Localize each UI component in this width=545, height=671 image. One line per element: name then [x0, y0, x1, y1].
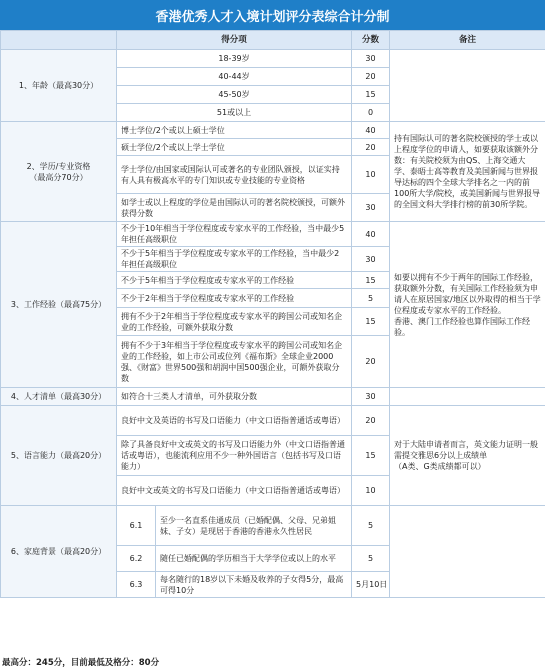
row-score: 20 [352, 139, 390, 156]
note-family [390, 506, 545, 598]
row-score: 40 [352, 122, 390, 139]
section-work: 3、工作经验（最高75分） [1, 222, 117, 388]
row-item: 拥有不少于3年相当于学位程度或专家水平的跨国公司或知名企业的工作经验，如上市公司或位列《福布斯》全球企业2000强、《财富》世界500强和胡润中国500强企业，可额外获取分数 [117, 336, 352, 388]
row-item: 不少于10年相当于学位程度或专家水平的工作经验，当中最少5年担任高级职位 [117, 222, 352, 247]
row-code: 6.1 [117, 506, 156, 546]
row-item: 良好中文或英文的书写及口语能力（中文口语指普通话或粤语） [117, 476, 352, 506]
page-title: 香港优秀人才入境计划评分表综合计分制 [0, 0, 545, 30]
header-score: 分数 [352, 31, 390, 50]
row-item: 40-44岁 [117, 68, 352, 86]
section-edu: 2、学历/专业资格 （最高分70分） [1, 122, 117, 222]
table-row [1, 122, 545, 139]
row-item: 拥有不少于2年相当于学位程度或专家水平的跨国公司或知名企业的工作经验，可额外获取分数 [117, 308, 352, 336]
row-score: 30 [352, 50, 390, 68]
row-item: 每名随行的18岁以下未婚及收养的子女得5分，最高可得10分 [156, 572, 352, 598]
row-item: 51或以上 [117, 104, 352, 122]
table-header-row [1, 31, 545, 50]
note-lang: 对于大陆申请者而言，英文能力证明一般需提交雅思6分以上成绩单 （A类、G类成绩都可以） [390, 406, 545, 506]
row-item: 不少于5年相当于学位程度或专家水平的工作经验 [117, 272, 352, 289]
header-item: 得分项 [117, 31, 352, 50]
row-score: 5月10日 [352, 572, 390, 598]
note-age [390, 50, 545, 122]
row-score: 20 [352, 68, 390, 86]
row-score: 10 [352, 156, 390, 194]
row-score: 15 [352, 86, 390, 104]
row-score: 30 [352, 194, 390, 222]
row-item: 学士学位/由国家或国际认可或著名的专业团队颁授，以证实持有人具有极高水平的专门知识或专业技能的专业资格 [117, 156, 352, 194]
row-score: 40 [352, 222, 390, 247]
table-row [1, 50, 545, 68]
row-item: 良好中文及英语的书写及口语能力（中文口语指普通话或粤语） [117, 406, 352, 436]
note-edu: 持有国际认可的著名院校颁授的学士或以上程度学位的申请人，如要获取该额外分数：有关院校须为由QS、上海交通大学、泰晤士高等教育及美国新闻与世界报导达标的四个全球大学排名之一内的前100所大学/院校，或美国新闻与世界报导的全国文科大学排行榜的前30所学院。 [390, 122, 545, 222]
row-score: 15 [352, 436, 390, 476]
row-item: 18-39岁 [117, 50, 352, 68]
section-lang: 5、语言能力（最高20分） [1, 406, 117, 506]
note-work: 如要以拥有不少于两年的国际工作经验，获取额外分数，有关国际工作经验须为申请人在原居国家/地区以外取得的相当于学位程度或专家水平的工作经验。 香港、澳门工作经验也算作国际工作经验。 [390, 222, 545, 388]
row-item: 随任已婚配偶的学历相当于大学学位或以上的水平 [156, 546, 352, 572]
row-item: 除了具备良好中文或英文的书写及口语能力外（中文口语指普通话或粤语），也能流利应用不少一种外国语言（包括书写及口语能力） [117, 436, 352, 476]
row-score: 15 [352, 308, 390, 336]
section-talent: 4、人才清单（最高30分） [1, 388, 117, 406]
row-item: 不少于2年相当于学位程度或专家水平的工作经验 [117, 289, 352, 308]
row-score: 15 [352, 272, 390, 289]
row-score: 5 [352, 546, 390, 572]
row-item: 硕士学位/2个或以上学士学位 [117, 139, 352, 156]
table-row [1, 222, 545, 247]
row-item: 至少一名直系佳通成员（已婚配偶、父母、兄弟姐妹、子女）是现居于香港的香港永久性居民 [156, 506, 352, 546]
row-score: 30 [352, 388, 390, 406]
row-score: 30 [352, 247, 390, 272]
footer-summary: 最高分：245分，目前最低及格分：80分 [2, 658, 160, 668]
row-score: 10 [352, 476, 390, 506]
header-blank [1, 31, 117, 50]
row-score: 0 [352, 104, 390, 122]
row-score: 5 [352, 506, 390, 546]
row-item: 博士学位/2个或以上硕士学位 [117, 122, 352, 139]
row-score: 20 [352, 406, 390, 436]
table-row [1, 406, 545, 436]
row-item: 45-50岁 [117, 86, 352, 104]
row-item: 如学士或以上程度的学位是由国际认可的著名院校颁授，可额外获得分数 [117, 194, 352, 222]
row-code: 6.2 [117, 546, 156, 572]
score-table [0, 30, 545, 598]
table-row [1, 506, 545, 546]
header-note: 备注 [390, 31, 545, 50]
row-score: 20 [352, 336, 390, 388]
row-score: 5 [352, 289, 390, 308]
section-family: 6、家庭背景（最高20分） [1, 506, 117, 598]
section-age: 1、年龄（最高30分） [1, 50, 117, 122]
row-item: 如符合十三类人才清单，可外获取分数 [117, 388, 352, 406]
row-item: 不少于5年相当于学位程度或专家水平的工作经验，当中最少2年担任高级职位 [117, 247, 352, 272]
note-talent [390, 388, 545, 406]
row-code: 6.3 [117, 572, 156, 598]
table-row [1, 388, 545, 406]
